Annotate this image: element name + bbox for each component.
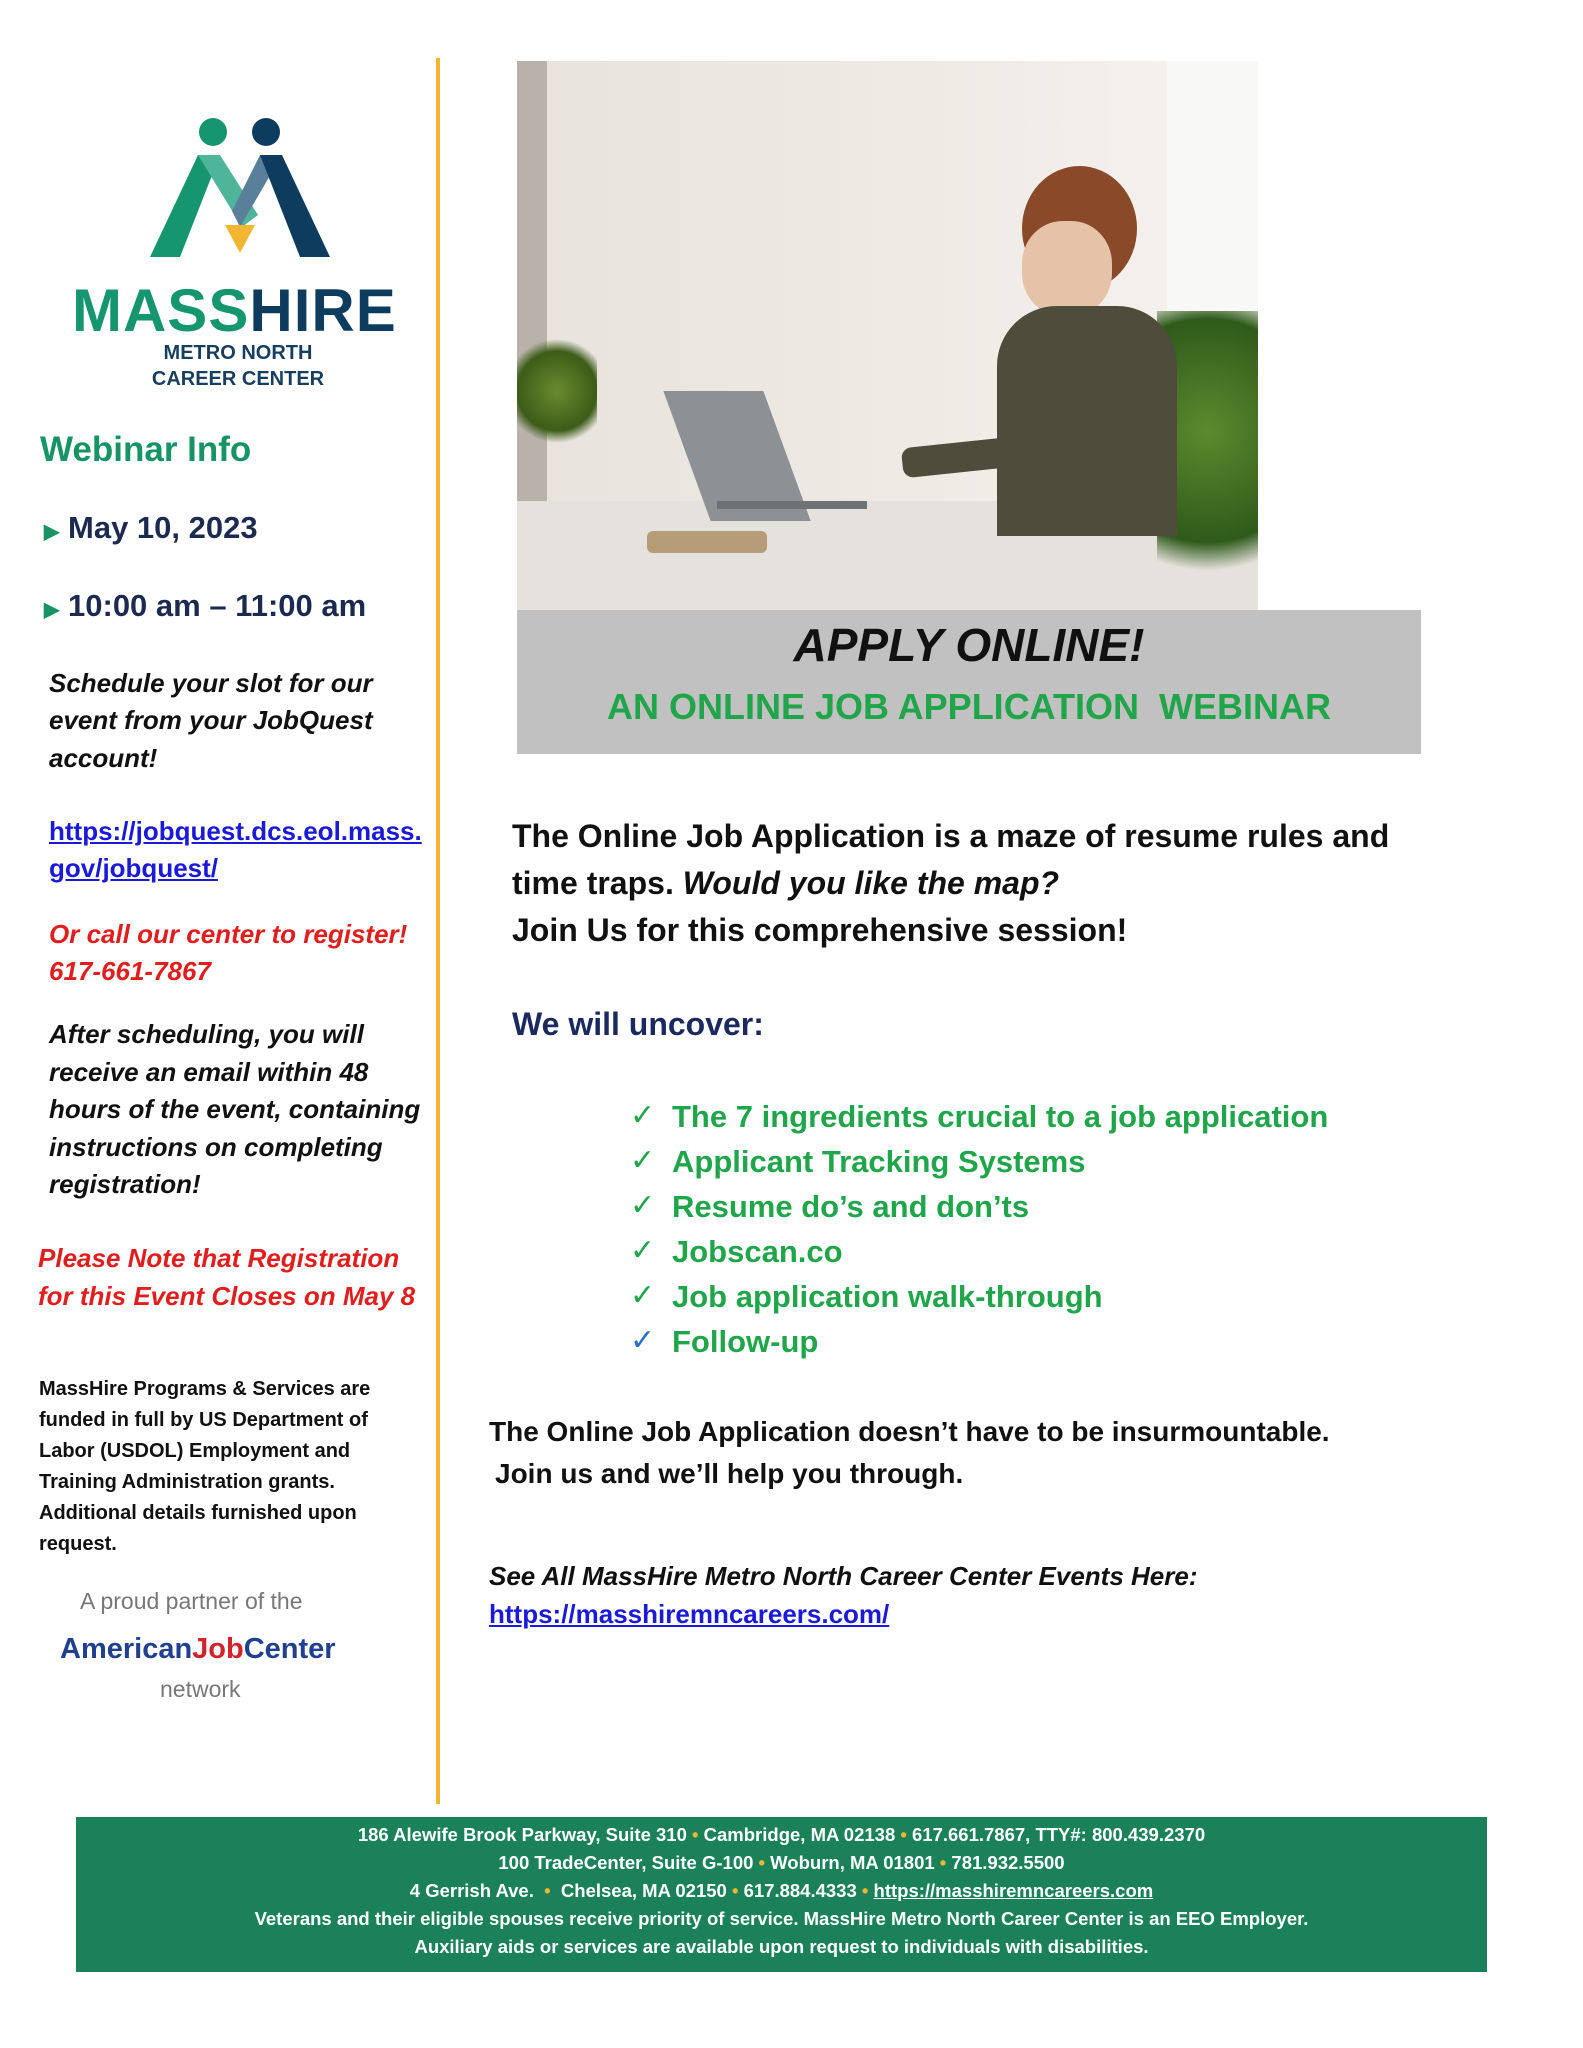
footer-website-link[interactable]: https://masshiremncareers.com xyxy=(873,1880,1154,1901)
funding-text xyxy=(39,1374,370,1560)
address: 4 Gerrish Ave. xyxy=(409,1880,534,1901)
check-icon: ✓ xyxy=(630,1189,656,1222)
phone: 617.661.7867, TTY#: 800.439.2370 xyxy=(912,1824,1206,1845)
call-text: Or call our center to register! xyxy=(49,919,408,949)
footer-line-5: Auxiliary aids or services are available upon request to individuals with disabilities. xyxy=(414,1936,1149,1957)
city: Chelsea, MA 02150 xyxy=(560,1880,727,1901)
funding-line: Labor (USDOL) Employment and xyxy=(39,1440,351,1462)
jobquest-link[interactable]: https://jobquest.dcs.eol.mass. xyxy=(49,816,422,846)
funding-line: request. xyxy=(39,1533,117,1555)
footer-line-4: Veterans and their eligible spouses receive priority of service. MassHire Metro North Career Center is an EEO Employer. xyxy=(254,1908,1309,1929)
bullet-icon: • xyxy=(692,1824,699,1845)
registration-note: Please Note that Registration xyxy=(38,1243,400,1273)
footer xyxy=(76,1817,1487,1972)
partner-text: A proud partner of the xyxy=(80,1588,303,1614)
ajc-center: Center xyxy=(243,1633,336,1665)
intro-line: The Online Job Application is a maze of resume rules and xyxy=(512,818,1390,854)
jobquest-link[interactable]: gov/jobquest/ xyxy=(49,853,218,883)
after-text: hours of the event, containing xyxy=(49,1094,421,1124)
list-item: Follow-up xyxy=(672,1324,819,1359)
schedule-text: account! xyxy=(49,743,158,773)
after-text: registration! xyxy=(49,1169,201,1199)
webinar-info-heading: Webinar Info xyxy=(40,430,252,469)
webinar-date xyxy=(44,510,258,546)
logo-subtitle-1: METRO NORTH xyxy=(163,342,313,364)
list-item: Resume do’s and don’ts xyxy=(672,1189,1030,1224)
closing-line: Join us and we’ll help you through. xyxy=(495,1458,964,1489)
check-icon: ✓ xyxy=(630,1099,656,1132)
address: 100 TradeCenter, Suite G-100 xyxy=(498,1852,754,1873)
city: Woburn, MA 01801 xyxy=(770,1852,935,1873)
triangle-bullet-icon: ▶ xyxy=(44,599,60,621)
uncover-heading: We will uncover: xyxy=(512,1006,764,1042)
time-text: 10:00 am – 11:00 am xyxy=(68,588,367,623)
footer-line-1 xyxy=(76,1821,1487,1849)
banner-title: APPLY ONLINE! xyxy=(793,619,1145,671)
ajc-logo xyxy=(60,1633,336,1666)
list-item: The 7 ingredients crucial to a job application xyxy=(672,1099,1329,1134)
schedule-text: event from your JobQuest xyxy=(49,705,373,735)
check-icon: ✓ xyxy=(630,1279,656,1312)
check-icon: ✓ xyxy=(630,1234,656,1267)
hero-photo xyxy=(517,61,1258,610)
intro-line: Join Us for this comprehensive session! xyxy=(512,912,1128,948)
check-icon: ✓ xyxy=(630,1144,656,1177)
registration-note: for this Event Closes on May 8 xyxy=(38,1281,416,1311)
divider-line xyxy=(436,58,440,1804)
list-item: Job application walk-through xyxy=(672,1279,1103,1314)
after-text: instructions on completing xyxy=(49,1132,383,1162)
address: 186 Alewife Brook Parkway, Suite 310 xyxy=(357,1824,687,1845)
footer-line-3 xyxy=(76,1877,1487,1905)
logo-mass: MASS xyxy=(72,277,250,344)
bullet-icon: • xyxy=(544,1880,551,1901)
phone-number: 617-661-7867 xyxy=(49,956,211,986)
funding-line: funded in full by US Department of xyxy=(39,1409,368,1431)
list-item: Jobscan.co xyxy=(672,1234,843,1269)
ajc-job: Job xyxy=(192,1633,244,1665)
intro-line xyxy=(512,865,1059,902)
events-link[interactable]: https://masshiremncareers.com/ xyxy=(489,1599,890,1629)
check-icon: ✓ xyxy=(630,1324,656,1357)
city: Cambridge, MA 02138 xyxy=(703,1824,896,1845)
phone: 617.884.4333 xyxy=(743,1880,857,1901)
after-text: receive an email within 48 xyxy=(49,1057,369,1087)
funding-line: Additional details furnished upon xyxy=(39,1502,357,1524)
logo-subtitle-2: CAREER CENTER xyxy=(151,368,325,390)
after-text: After scheduling, you will xyxy=(49,1019,364,1049)
bullet-icon: • xyxy=(939,1852,947,1873)
events-text: See All MassHire Metro North Career Center Events Here: xyxy=(489,1561,1198,1591)
banner-subtitle: AN ONLINE JOB APPLICATION WEBINAR xyxy=(606,686,1331,727)
triangle-bullet-icon: ▶ xyxy=(44,521,60,543)
footer-line-2 xyxy=(76,1849,1487,1877)
bullet-icon: • xyxy=(731,1880,739,1901)
ajc-american: American xyxy=(60,1633,193,1665)
webinar-time xyxy=(44,588,366,624)
logo-mark-icon xyxy=(140,115,340,265)
funding-line: MassHire Programs & Services are xyxy=(39,1378,371,1400)
ajc-network: network xyxy=(160,1676,241,1702)
bullet-icon: • xyxy=(900,1824,907,1845)
bullet-icon: • xyxy=(861,1880,869,1901)
schedule-text: Schedule your slot for our xyxy=(49,668,373,698)
logo-hire: HIRE xyxy=(249,277,397,344)
intro-question: Would you like the map? xyxy=(682,865,1060,901)
funding-line: Training Administration grants. xyxy=(39,1471,335,1493)
intro-text: time traps. xyxy=(512,865,683,901)
date-text: May 10, 2023 xyxy=(68,510,258,545)
closing-line: The Online Job Application doesn’t have to be insurmountable. xyxy=(489,1416,1330,1447)
phone: 781.932.5500 xyxy=(951,1852,1065,1873)
bullet-icon: • xyxy=(758,1852,766,1873)
list-item: Applicant Tracking Systems xyxy=(672,1144,1086,1179)
